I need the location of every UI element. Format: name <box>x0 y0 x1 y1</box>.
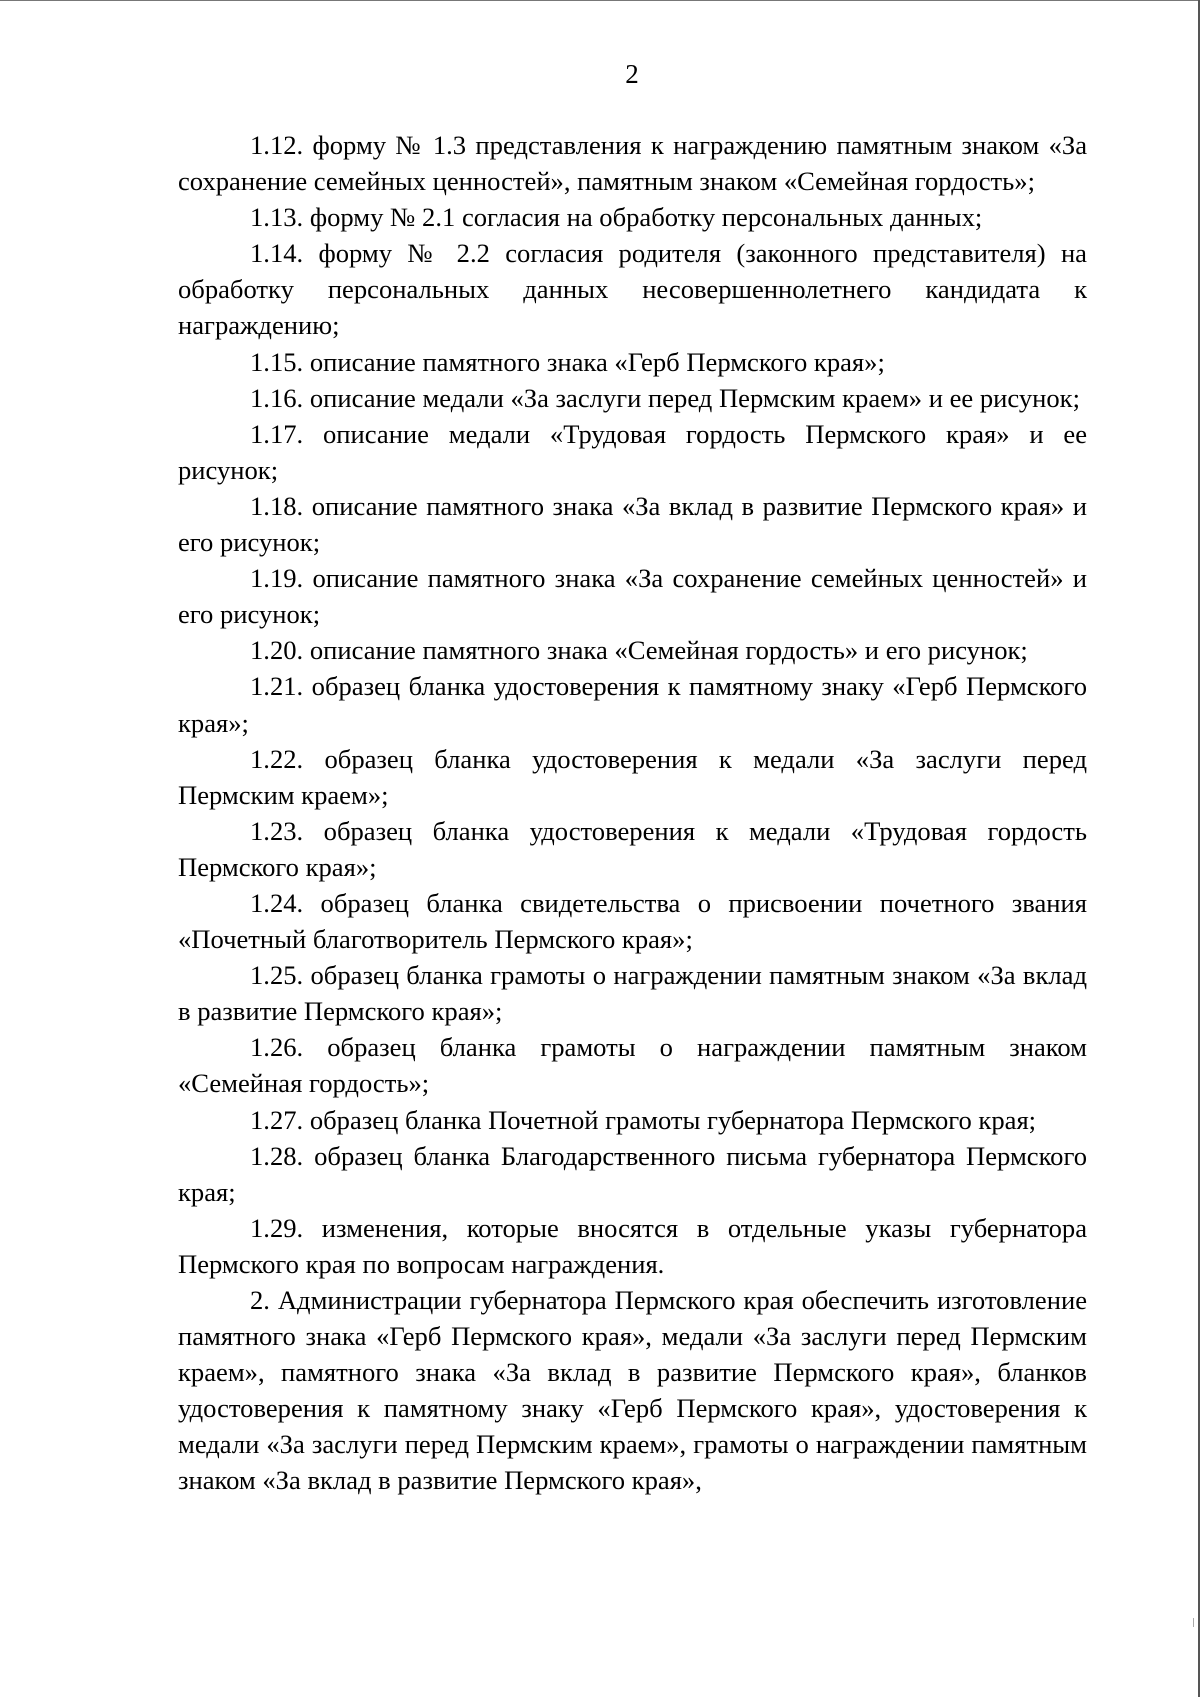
clause-1-26: 1.26. образец бланка грамоты о награждении памятным знаком «Семейная гордость»; <box>178 1032 1087 1099</box>
clause-1-25: 1.25. образец бланка грамоты о награждении памятным знаком «За вклад в развитие Пермского края»; <box>178 960 1087 1027</box>
clause-1-17: 1.17. описание медали «Трудовая гордость Пермского края» и ее рисунок; <box>178 418 1087 485</box>
clause-1-14: 1.14. форму № 2.2 согласия родителя (законного представителя) на обработку персональных данных несовершеннолетнего кандидата к награждению; <box>178 238 1087 341</box>
clause-1-16: 1.16. описание медали «За заслуги перед Пермским краем» и ее рисунок; <box>250 382 1080 413</box>
page-number: 2 <box>625 59 639 89</box>
clause-1-19: 1.19. описание памятного знака «За сохранение семейных ценностей» и его рисунок; <box>178 563 1087 630</box>
clause-1-20: 1.20. описание памятного знака «Семейная гордость» и его рисунок; <box>250 635 1028 666</box>
clause-1-27: 1.27. образец бланка Почетной грамоты губернатора Пермского края; <box>250 1104 1037 1135</box>
clause-1-13: 1.13. форму № 2.1 согласия на обработку персональных данных; <box>250 202 983 233</box>
clause-1-15: 1.15. описание памятного знака «Герб Пермского края»; <box>250 346 885 377</box>
document-body <box>178 127 1087 1499</box>
clause-1-12: 1.12. форму № 1.3 представления к награждению памятным знаком «За сохранение семейных ценностей», памятным знаком «Семейная гордость»; <box>178 130 1087 197</box>
clause-2: 2. Администрации губернатора Пермского края обеспечить изготовление памятного знака «Герб Пермского края», медали «За заслуги перед Пермским краем», памятного знака «За вклад в развитие Пермского края», бланков удостоверения к памятному знаку «Герб Пермского края», удостоверения к медали «За заслуги перед Пермским краем», грамоты о награждении памятным знаком «За вклад в развитие Пермского края», <box>178 1285 1087 1496</box>
scan-artifact <box>1193 1618 1194 1627</box>
clause-1-21: 1.21. образец бланка удостоверения к памятному знаку «Герб Пермского края»; <box>178 671 1087 738</box>
clause-1-18: 1.18. описание памятного знака «За вклад в развитие Пермского края» и его рисунок; <box>178 490 1087 558</box>
scan-top-edge <box>0 0 1200 1</box>
clause-1-29: 1.29. изменения, которые вносятся в отдельные указы губернатора Пермского края по вопросам награждения. <box>178 1212 1087 1279</box>
clause-1-24: 1.24. образец бланка свидетельства о присвоении почетного звания «Почетный благотворитель Пермского края»; <box>178 887 1087 955</box>
clause-1-28: 1.28. образец бланка Благодарственного письма губернатора Пермского края; <box>178 1140 1087 1207</box>
clause-1-22: 1.22. образец бланка удостоверения к медали «За заслуги перед Пермским краем»; <box>178 743 1087 810</box>
clause-1-23: 1.23. образец бланка удостоверения к медали «Трудовая гордость Пермского края»; <box>178 815 1087 882</box>
